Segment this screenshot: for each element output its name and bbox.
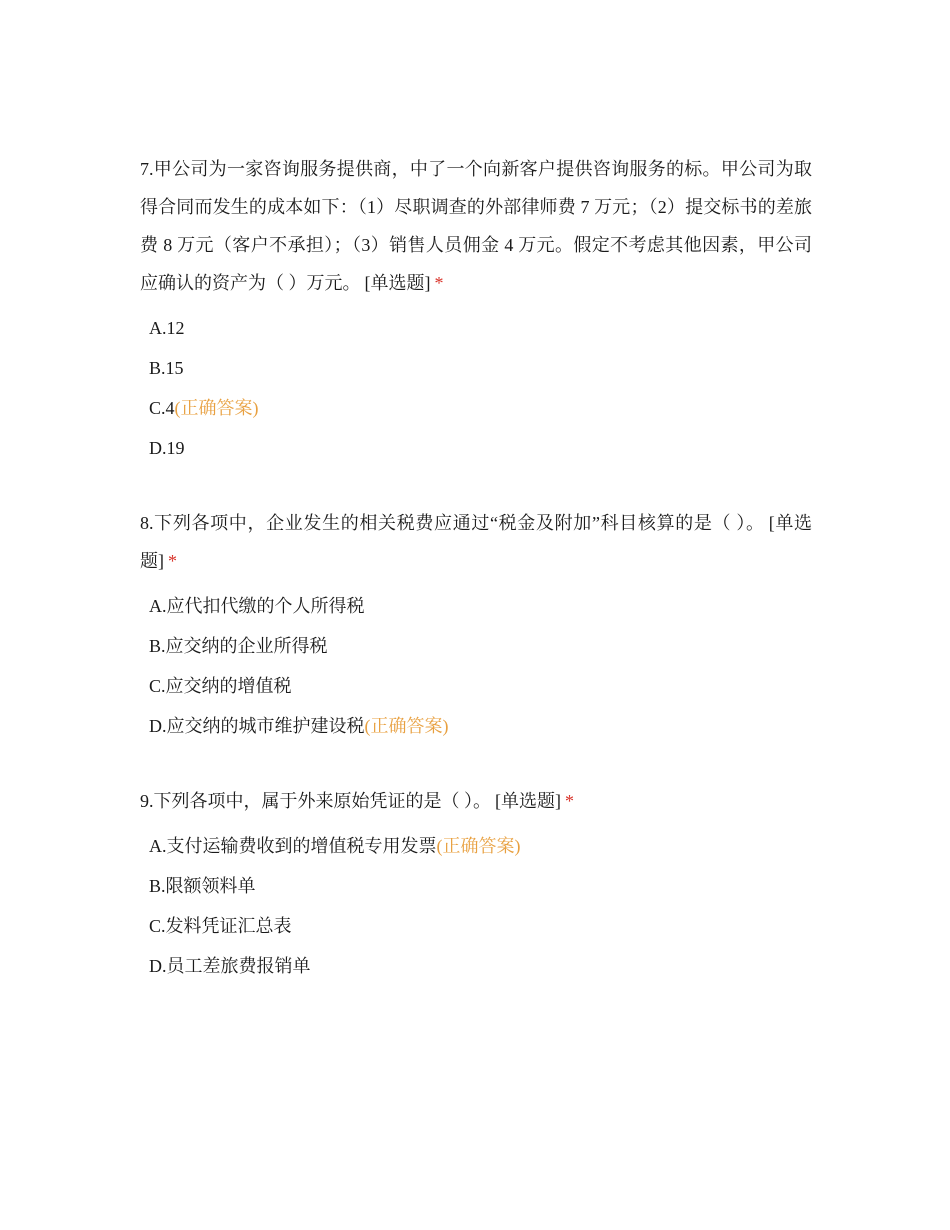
option-d[interactable]	[149, 428, 812, 468]
option-a[interactable]	[149, 586, 812, 626]
option-label: B.限额领料单	[149, 876, 256, 896]
question-body: 下列各项中，属于外来原始凭证的是（ ）。	[153, 791, 491, 811]
required-mark: *	[565, 791, 574, 811]
option-label: C.应交纳的增值税	[149, 676, 292, 696]
option-b[interactable]	[149, 866, 812, 906]
option-label: C.4	[149, 398, 175, 418]
option-label: B.应交纳的企业所得税	[149, 636, 328, 656]
question-number: 8.	[140, 513, 154, 533]
option-list	[140, 586, 812, 746]
question-type-tag: [单选题]	[364, 273, 431, 293]
option-label: D.19	[149, 438, 185, 458]
option-label: B.15	[149, 358, 184, 378]
question-body: 下列各项中，企业发生的相关税费应通过“税金及附加”科目核算的是（ ）。	[153, 513, 765, 533]
option-b[interactable]	[149, 348, 812, 388]
question-type-tag: [单选题]	[140, 513, 812, 571]
option-list	[140, 308, 812, 468]
option-a[interactable]	[149, 308, 812, 348]
option-c[interactable]	[149, 388, 812, 428]
option-label: A.12	[149, 318, 185, 338]
question-9	[140, 782, 812, 986]
correct-answer-mark: (正确答案)	[364, 716, 449, 736]
option-c[interactable]	[149, 666, 812, 706]
option-d[interactable]	[149, 706, 812, 746]
option-list	[140, 826, 812, 986]
question-number: 7.	[140, 159, 154, 179]
option-label: D.员工差旅费报销单	[149, 956, 311, 976]
option-label: A.应代扣代缴的个人所得税	[149, 596, 365, 616]
question-sheet	[140, 150, 812, 1022]
option-label: D.应交纳的城市维护建设税	[149, 716, 365, 736]
question-text	[140, 150, 812, 302]
question-text	[140, 782, 812, 820]
correct-answer-mark: (正确答案)	[436, 836, 521, 856]
question-body: 甲公司为一家咨询服务提供商，中了一个向新客户提供咨询服务的标。甲公司为取得合同而发生的成本如下：（1）尽职调查的外部律师费 7 万元；（2）提交标书的差旅费 8 万元（客户不承担）；（3）销售人员佣金 4 万元。假定不考虑其他因素，甲公司应确认的资产为（ ）万元。	[140, 159, 812, 293]
question-text	[140, 504, 812, 580]
question-8	[140, 504, 812, 746]
option-c[interactable]	[149, 906, 812, 946]
question-number: 9.	[140, 791, 154, 811]
required-mark: *	[434, 273, 444, 293]
option-d[interactable]	[149, 946, 812, 986]
correct-answer-mark: (正确答案)	[174, 398, 259, 418]
option-label: A.支付运输费收到的增值税专用发票	[149, 836, 437, 856]
option-a[interactable]	[149, 826, 812, 866]
option-label: C.发料凭证汇总表	[149, 916, 292, 936]
option-b[interactable]	[149, 626, 812, 666]
required-mark: *	[168, 551, 177, 571]
question-7	[140, 150, 812, 468]
question-type-tag: [单选题]	[495, 791, 561, 811]
